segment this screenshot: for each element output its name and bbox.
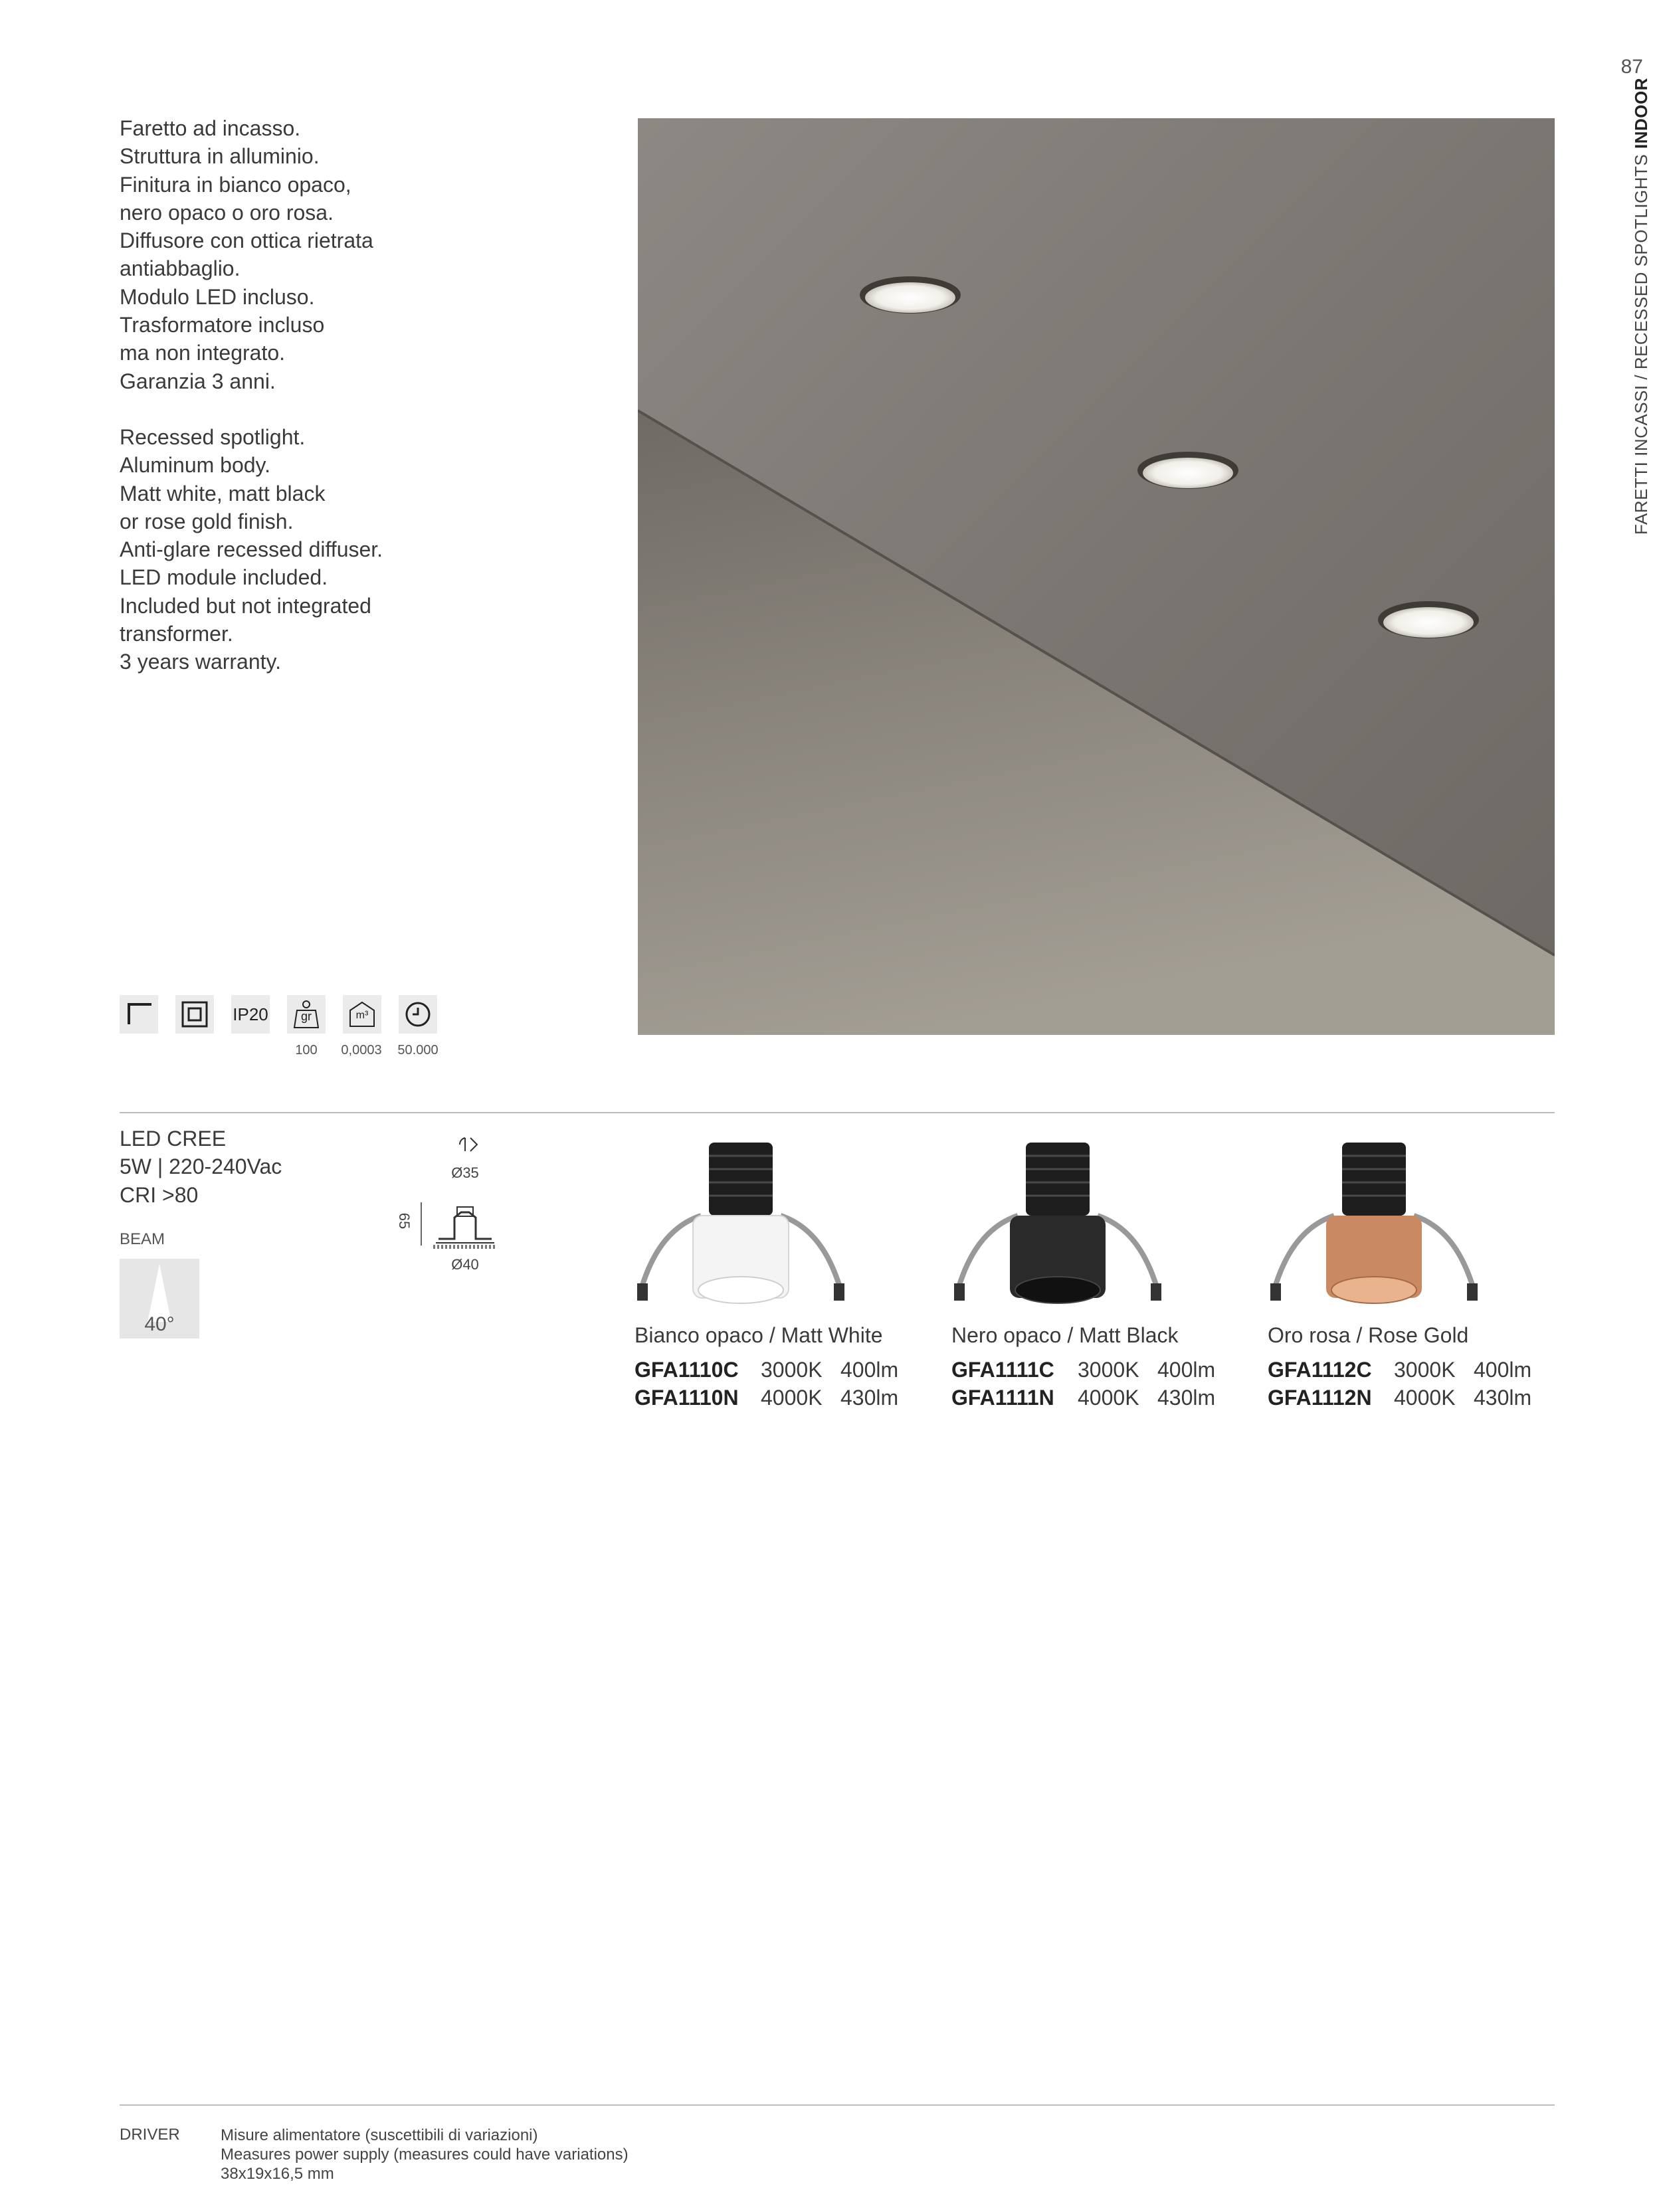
description-line: Anti-glare recessed diffuser. — [120, 537, 383, 562]
product-code: GFA1110N — [634, 1386, 739, 1410]
description-line: LED module included. — [120, 565, 328, 590]
volume-icon-label: m³ — [355, 1010, 369, 1021]
driver-label: DRIVER — [120, 2126, 180, 2144]
luminous-flux: 400lm — [1474, 1358, 1532, 1382]
color-temperature: 4000K — [761, 1386, 823, 1410]
description-line: Recessed spotlight. — [120, 424, 306, 449]
color-temperature: 3000K — [1078, 1358, 1139, 1382]
weight-icon-label: gr — [300, 1010, 312, 1023]
description-line: 3 years warranty. — [120, 650, 282, 674]
class-ii-insulation-icon — [175, 995, 214, 1034]
luminous-flux: 430lm — [1474, 1386, 1532, 1410]
top-diameter-label: Ø35 — [451, 1164, 479, 1181]
section-label-emphasis: INDOOR — [1631, 77, 1651, 149]
description-line: Finitura in bianco opaco, — [120, 172, 351, 197]
volume-value: 0,0003 — [341, 1043, 382, 1058]
description-english — [120, 423, 585, 676]
product-code-row — [951, 1358, 1215, 1382]
spot-2 — [1137, 452, 1238, 489]
product-description — [120, 114, 585, 704]
product-image-rose-gold — [1268, 1136, 1480, 1309]
description-line: Garanzia 3 anni. — [120, 369, 276, 393]
spot-1 — [860, 276, 961, 314]
product-code-row — [634, 1386, 898, 1410]
description-line: or rose gold finish. — [120, 509, 294, 533]
weight-value: 100 — [295, 1043, 318, 1058]
luminous-flux: 430lm — [1157, 1386, 1216, 1410]
section-divider — [120, 1112, 1555, 1113]
driver-line: Misure alimentatore (suscettibili di variazioni) — [221, 2126, 538, 2144]
product-image-white — [634, 1136, 847, 1309]
ceiling-photo-illustration — [638, 118, 1555, 1035]
color-temperature: 4000K — [1078, 1386, 1139, 1410]
product-code-row — [951, 1386, 1215, 1410]
dimension-drawing — [396, 1133, 532, 1279]
product-code: GFA1110C — [634, 1358, 739, 1382]
product-code: GFA1112N — [1268, 1386, 1372, 1410]
variant-title-rose-gold: Oro rosa / Rose Gold — [1268, 1323, 1469, 1347]
description-line: Matt white, matt black — [120, 481, 326, 506]
section-label-prefix: FARETTI INCASSI / RECESSED SPOTLIGHTS — [1631, 153, 1651, 535]
footer-divider — [120, 2104, 1555, 2106]
description-line: ma non integrato. — [120, 341, 286, 365]
weight-icon — [287, 995, 326, 1034]
variant-title-white: Bianco opaco / Matt White — [634, 1323, 883, 1347]
product-code-row — [1268, 1386, 1531, 1410]
ambient-photo — [638, 118, 1555, 1035]
color-temperature: 3000K — [1394, 1358, 1456, 1382]
product-code: GFA1111N — [951, 1386, 1054, 1410]
color-temperature: 4000K — [1394, 1386, 1456, 1410]
ip-rating-icon: IP20 — [231, 995, 270, 1034]
beam-angle-value: 40° — [144, 1313, 175, 1335]
description-line: Trasformatore incluso — [120, 313, 325, 337]
description-line: Diffusore con ottica rietrata — [120, 229, 373, 253]
spot-3 — [1378, 601, 1479, 638]
page-number: 87 — [1620, 56, 1643, 78]
luminous-flux: 400lm — [1157, 1358, 1216, 1382]
spec-cri: CRI >80 — [120, 1182, 199, 1207]
product-image-black — [951, 1136, 1164, 1309]
description-line: Included but not integrated — [120, 593, 371, 618]
driver-line: Measures power supply (measures could have variations) — [221, 2146, 629, 2164]
luminous-flux: 400lm — [840, 1358, 899, 1382]
description-italian — [120, 114, 585, 395]
product-code-row — [634, 1358, 898, 1382]
recessed-mount-icon — [120, 995, 158, 1034]
description-line: Modulo LED incluso. — [120, 284, 315, 309]
volume-icon — [343, 995, 381, 1034]
lifetime-value: 50.000 — [397, 1043, 439, 1058]
color-temperature: 3000K — [761, 1358, 823, 1382]
product-code: GFA1111C — [951, 1358, 1054, 1382]
beam-title: BEAM — [120, 1230, 165, 1248]
lifetime-hours-icon — [399, 995, 437, 1034]
description-line: antiabbaglio. — [120, 256, 241, 281]
beam-angle-box — [120, 1259, 199, 1338]
section-side-label — [1631, 78, 1652, 535]
driver-line: 38x19x16,5 mm — [221, 2165, 334, 2183]
product-code: GFA1112C — [1268, 1358, 1372, 1382]
bottom-diameter-label: Ø40 — [451, 1256, 479, 1273]
description-line: transformer. — [120, 622, 233, 646]
variant-title-black: Nero opaco / Matt Black — [951, 1323, 1179, 1347]
product-code-row — [1268, 1358, 1531, 1382]
technical-specs — [120, 1125, 282, 1209]
description-line: Struttura in alluminio. — [120, 144, 320, 169]
driver-info — [221, 2126, 629, 2183]
description-line: Faretto ad incasso. — [120, 116, 301, 140]
description-line: nero opaco o oro rosa. — [120, 200, 334, 225]
luminous-flux: 430lm — [840, 1386, 899, 1410]
description-line: Aluminum body. — [120, 453, 271, 478]
height-label: 65 — [396, 1212, 413, 1230]
spec-power-voltage: 5W | 220-240Vac — [120, 1154, 282, 1179]
spec-led-source: LED CREE — [120, 1127, 227, 1151]
